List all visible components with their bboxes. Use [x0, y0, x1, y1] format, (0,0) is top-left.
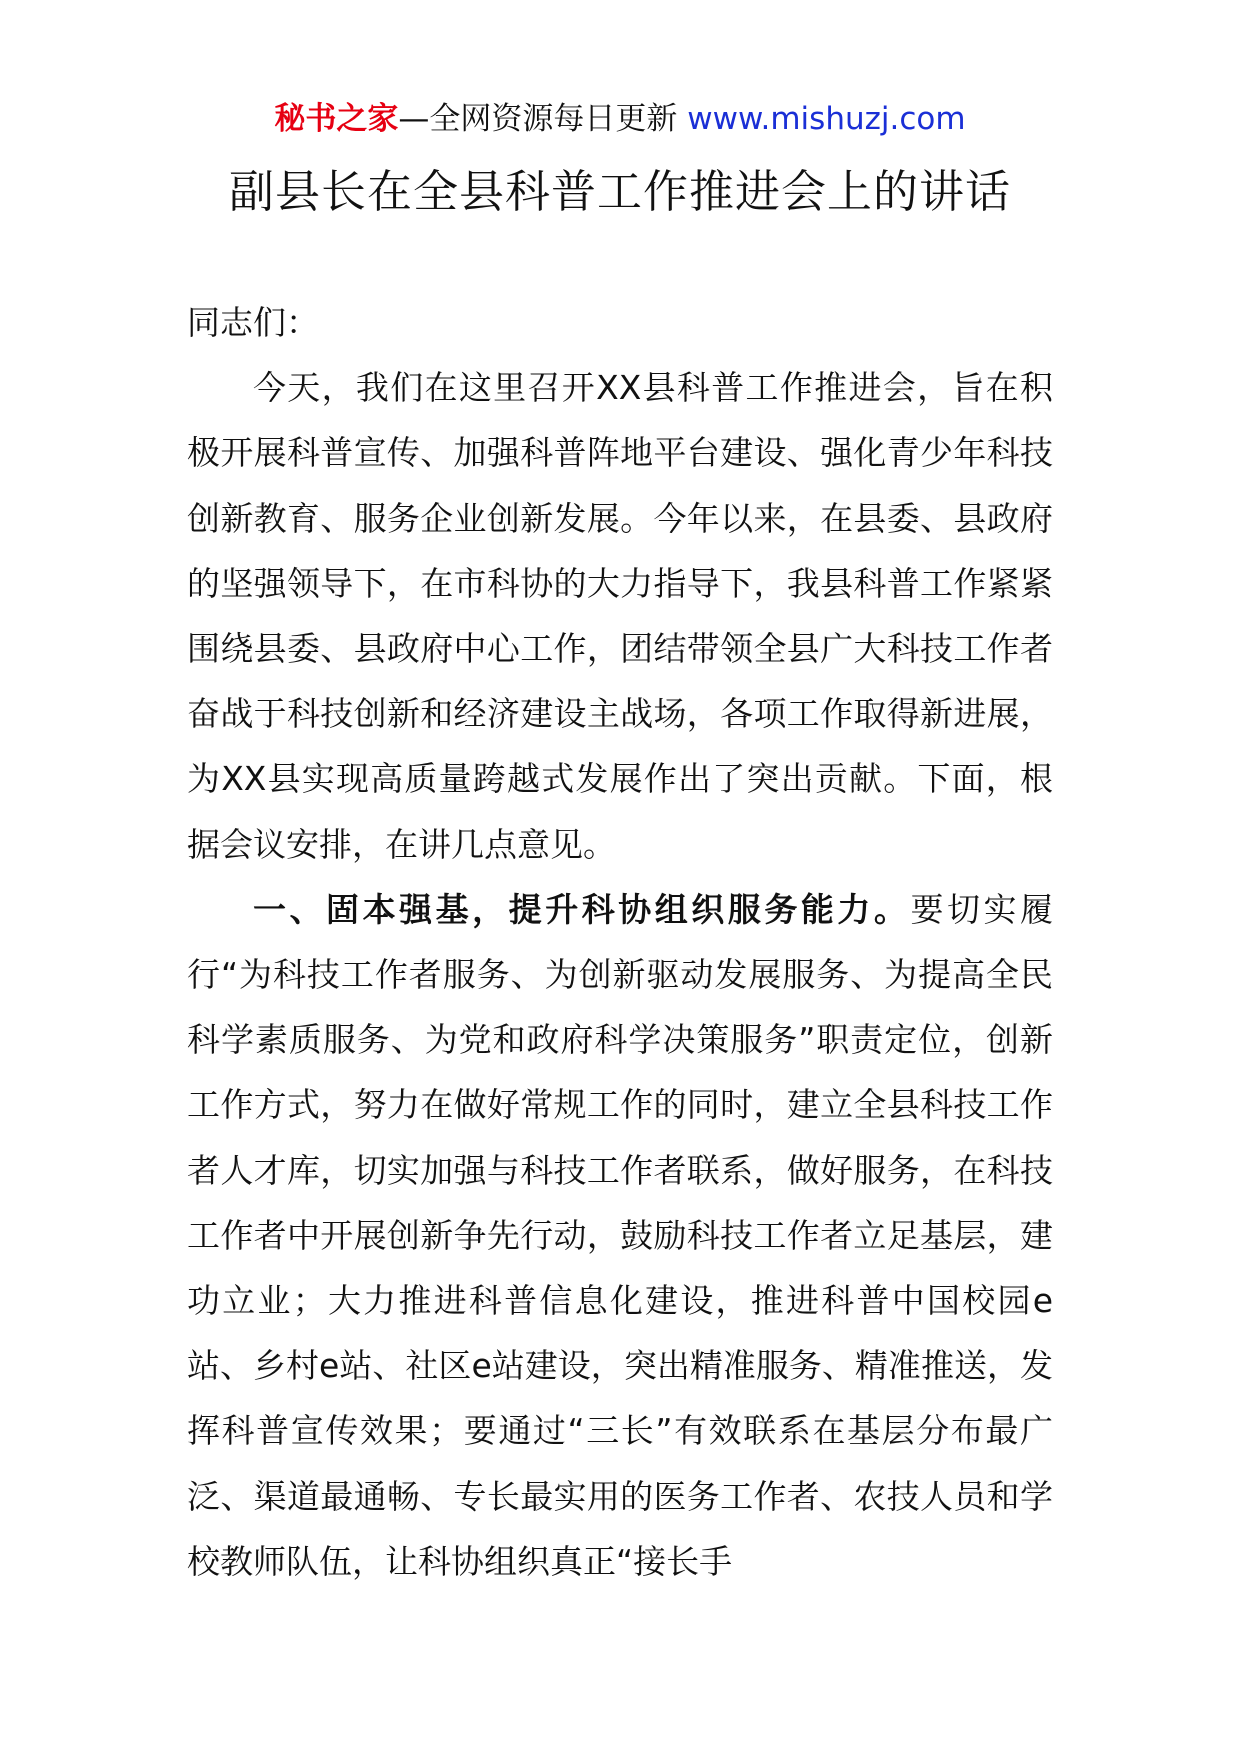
site-header	[0, 98, 1240, 140]
salutation: 同志们：	[187, 303, 319, 342]
paragraph-section-1	[187, 877, 1053, 1594]
site-link[interactable]: www.mishuzj.com	[687, 101, 966, 137]
document-title: 副县长在全县科普工作推进会上的讲话	[228, 165, 1011, 218]
header-slogan: —全网资源每日更新	[398, 101, 688, 137]
section-heading: 一、固本强基，提升科协组织服务能力。	[253, 889, 911, 929]
paragraph-intro: 今天，我们在这里召开XX县科普工作推进会，旨在积极开展科普宣传、加强科普阵地平台建设、强化青少年科技创新教育、服务企业创新发展。今年以来，在县委、县政府的坚强领导下，在市科协的大力指导下，我县科普工作紧紧围绕县委、县政府中心工作，团结带领全县广大科技工作者奋战于科技创新和经济建设主战场，各项工作取得新进展，为XX县实现高质量跨越式发展作出了突出贡献。下面，根据会议安排，在讲几点意见。	[187, 368, 1053, 864]
document-body	[187, 290, 1053, 1594]
brand-name: 秘书之家	[274, 101, 399, 137]
section-body: 要切实履行“为科技工作者服务、为创新驱动发展服务、为提高全民科学素质服务、为党和政府科学决策服务”职责定位，创新工作方式，努力在做好常规工作的同时，建立全县科技工作者人才库，切实加强与科技工作者联系，做好服务，在科技工作者中开展创新争先行动，鼓励科技工作者立足基层，建功立业；大力推进科普信息化建设，推进科普中国校园e站、乡村e站、社区e站建设，突出精准服务、精准推送，发挥科普宣传效果；要通过“三长”有效联系在基层分布最广泛、渠道最通畅、专长最实用的医务工作者、农技人员和学校教师队伍，让科协组织真正“接长手	[187, 889, 1054, 1581]
